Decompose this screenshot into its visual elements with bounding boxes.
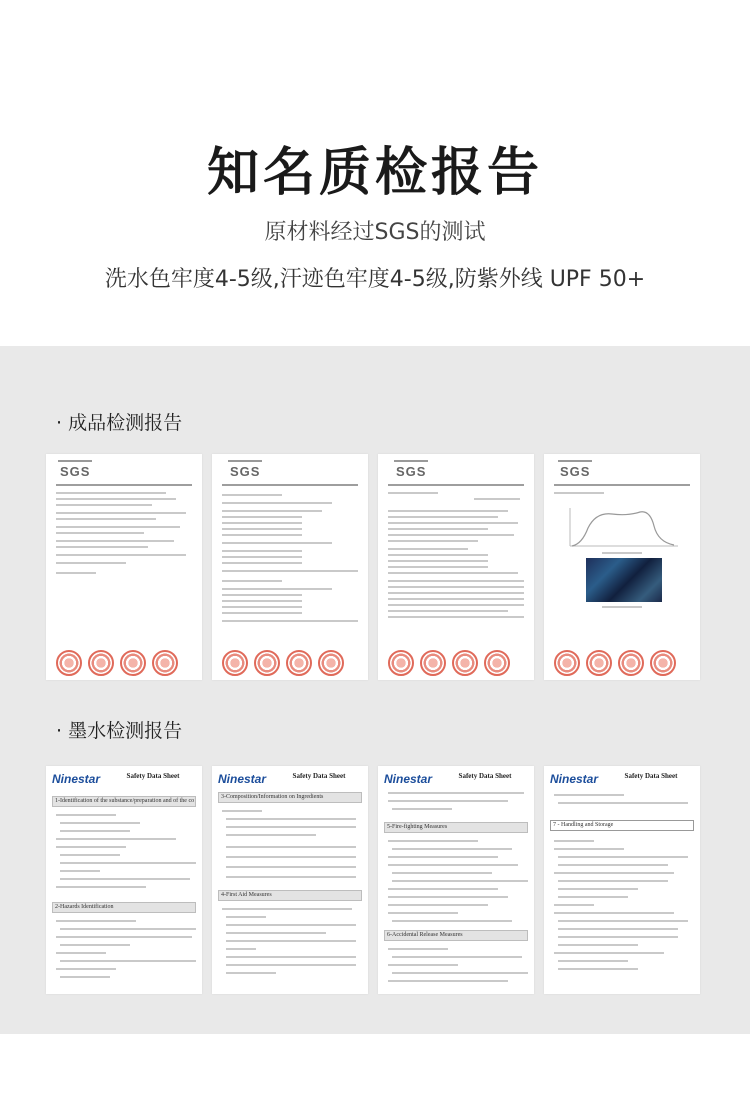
text-line bbox=[60, 854, 120, 856]
text-line bbox=[388, 980, 508, 982]
text-line bbox=[222, 502, 332, 504]
text-line bbox=[60, 822, 140, 824]
text-line bbox=[56, 572, 96, 574]
text-line bbox=[226, 948, 256, 950]
text-line bbox=[392, 920, 512, 922]
text-line bbox=[388, 800, 508, 802]
certification-stamp bbox=[318, 650, 344, 676]
text-line bbox=[56, 562, 126, 564]
text-line bbox=[226, 964, 356, 966]
text-line bbox=[558, 960, 628, 962]
text-line bbox=[222, 580, 282, 582]
text-line bbox=[558, 864, 668, 866]
text-line bbox=[388, 616, 524, 618]
text-line bbox=[226, 834, 316, 836]
certification-stamp bbox=[254, 650, 280, 676]
text-line bbox=[222, 570, 358, 572]
sds-page-1[interactable] bbox=[46, 766, 202, 994]
text-line bbox=[388, 964, 458, 966]
text-line bbox=[392, 956, 522, 958]
text-line bbox=[554, 952, 664, 954]
text-line bbox=[60, 944, 130, 946]
text-line bbox=[554, 872, 674, 874]
text-line bbox=[60, 976, 110, 978]
text-line bbox=[56, 532, 144, 534]
text-line bbox=[56, 498, 176, 500]
sgs-report-page-3[interactable] bbox=[378, 454, 534, 680]
ninestar-logo: Ninestar bbox=[384, 772, 433, 786]
sgs-logo: SGS bbox=[230, 464, 261, 479]
text-line bbox=[56, 484, 192, 486]
text-line bbox=[222, 522, 302, 524]
text-line bbox=[60, 878, 190, 880]
text-line bbox=[388, 904, 488, 906]
text-line bbox=[558, 920, 688, 922]
text-line bbox=[222, 510, 322, 512]
chart-curve bbox=[572, 512, 674, 546]
sds-section-heading: 7 - Handling and Storage bbox=[550, 820, 694, 831]
text-line bbox=[60, 870, 100, 872]
text-line bbox=[56, 952, 106, 954]
certification-stamp bbox=[554, 650, 580, 676]
reports-panel bbox=[0, 346, 750, 1034]
text-line bbox=[222, 534, 302, 536]
sds-title: Safety Data Sheet bbox=[292, 772, 346, 780]
text-line bbox=[392, 808, 452, 810]
text-line bbox=[226, 916, 266, 918]
text-line bbox=[554, 794, 624, 796]
text-line bbox=[222, 620, 358, 622]
transmittance-chart bbox=[562, 506, 682, 550]
section-label-ink: · 墨水检测报告 bbox=[56, 720, 183, 742]
sds-section-heading: 6-Accidental Release Measures bbox=[384, 930, 528, 941]
text-line bbox=[388, 864, 518, 866]
text-line bbox=[222, 600, 302, 602]
text-line bbox=[388, 856, 498, 858]
header-section bbox=[0, 0, 750, 346]
text-line bbox=[558, 928, 678, 930]
sds-page-3[interactable] bbox=[378, 766, 534, 994]
text-line bbox=[474, 498, 520, 500]
text-line bbox=[226, 940, 356, 942]
text-line bbox=[222, 516, 302, 518]
text-line bbox=[56, 504, 152, 506]
text-line bbox=[392, 880, 528, 882]
text-line bbox=[56, 838, 176, 840]
sds-section-heading: 1-Identification of the substance/preparation and of the co bbox=[52, 796, 196, 807]
text-line bbox=[56, 814, 116, 816]
text-line bbox=[388, 896, 508, 898]
sgs-logo: SGS bbox=[396, 464, 427, 479]
text-line bbox=[388, 948, 448, 950]
text-line bbox=[388, 792, 524, 794]
certification-stamp bbox=[222, 650, 248, 676]
sgs-report-page-2[interactable] bbox=[212, 454, 368, 680]
text-line bbox=[222, 612, 302, 614]
ninestar-logo: Ninestar bbox=[218, 772, 267, 786]
ninestar-logo: Ninestar bbox=[550, 772, 599, 786]
text-line bbox=[558, 888, 638, 890]
text-line bbox=[222, 542, 332, 544]
text-line bbox=[558, 802, 688, 804]
certification-stamp bbox=[120, 650, 146, 676]
certification-stamp bbox=[286, 650, 312, 676]
sds-section-heading: 4-First Aid Measures bbox=[218, 890, 362, 901]
text-line bbox=[388, 888, 498, 890]
text-line bbox=[388, 586, 524, 588]
text-line bbox=[388, 598, 524, 600]
text-line bbox=[56, 886, 146, 888]
text-line bbox=[226, 826, 356, 828]
text-line bbox=[602, 552, 642, 554]
sds-section-heading: 3-Composition/Information on Ingredients bbox=[218, 792, 362, 803]
sgs-report-page-4[interactable] bbox=[544, 454, 700, 680]
certification-stamp bbox=[388, 650, 414, 676]
certification-stamp bbox=[586, 650, 612, 676]
page-subtitle: 原材料经过SGS的测试 bbox=[264, 220, 486, 245]
text-line bbox=[558, 968, 638, 970]
text-line bbox=[56, 492, 166, 494]
text-line bbox=[388, 566, 488, 568]
text-line bbox=[226, 924, 356, 926]
text-line bbox=[226, 932, 326, 934]
section-label-finished-product: · 成品检测报告 bbox=[56, 412, 183, 434]
text-line bbox=[60, 928, 196, 930]
text-line bbox=[602, 606, 642, 608]
text-line bbox=[222, 588, 332, 590]
certification-stamp bbox=[452, 650, 478, 676]
text-line bbox=[558, 856, 688, 858]
text-line bbox=[226, 846, 356, 848]
sgs-logo: SGS bbox=[560, 464, 591, 479]
text-line bbox=[56, 920, 136, 922]
sample-photo bbox=[586, 558, 662, 602]
text-line bbox=[392, 848, 512, 850]
text-line bbox=[222, 550, 302, 552]
sds-title: Safety Data Sheet bbox=[624, 772, 678, 780]
text-line bbox=[558, 936, 678, 938]
text-line bbox=[222, 494, 282, 496]
text-line bbox=[226, 856, 356, 858]
sgs-logo: SGS bbox=[60, 464, 91, 479]
text-line bbox=[222, 606, 302, 608]
text-line bbox=[226, 818, 356, 820]
text-line bbox=[392, 872, 492, 874]
text-line bbox=[558, 944, 638, 946]
text-line bbox=[388, 510, 508, 512]
text-line bbox=[60, 830, 130, 832]
sds-title: Safety Data Sheet bbox=[458, 772, 512, 780]
text-line bbox=[222, 484, 358, 486]
text-line bbox=[388, 522, 518, 524]
text-line bbox=[222, 528, 302, 530]
text-line bbox=[56, 546, 148, 548]
certification-stamp bbox=[618, 650, 644, 676]
text-line bbox=[388, 534, 514, 536]
sgs-report-page-1[interactable] bbox=[46, 454, 202, 680]
ninestar-logo: Ninestar bbox=[52, 772, 101, 786]
certification-stamp bbox=[152, 650, 178, 676]
text-line bbox=[558, 896, 628, 898]
text-line bbox=[388, 548, 468, 550]
text-line bbox=[226, 876, 356, 878]
certification-stamp bbox=[484, 650, 510, 676]
sds-section-heading: 5-Fire-fighting Measures bbox=[384, 822, 528, 833]
text-line bbox=[554, 840, 594, 842]
text-line bbox=[226, 956, 356, 958]
text-line bbox=[56, 936, 192, 938]
text-line bbox=[388, 912, 458, 914]
text-line bbox=[56, 846, 126, 848]
text-line bbox=[554, 848, 624, 850]
page-title: 知名质检报告 bbox=[206, 143, 543, 203]
text-line bbox=[554, 484, 690, 486]
text-line bbox=[388, 560, 488, 562]
text-line bbox=[388, 840, 478, 842]
text-line bbox=[388, 610, 508, 612]
sds-page-4[interactable] bbox=[544, 766, 700, 994]
text-line bbox=[554, 912, 674, 914]
text-line bbox=[222, 562, 302, 564]
text-line bbox=[222, 594, 302, 596]
text-line bbox=[56, 526, 180, 528]
text-line bbox=[222, 908, 352, 910]
text-line bbox=[56, 968, 116, 970]
certification-stamp bbox=[650, 650, 676, 676]
text-line bbox=[554, 904, 594, 906]
text-line bbox=[226, 866, 356, 868]
text-line bbox=[56, 554, 186, 556]
text-line bbox=[222, 556, 302, 558]
text-line bbox=[392, 972, 528, 974]
text-line bbox=[60, 862, 196, 864]
text-line bbox=[388, 516, 498, 518]
text-line bbox=[388, 592, 524, 594]
sds-page-2[interactable] bbox=[212, 766, 368, 994]
text-line bbox=[388, 540, 478, 542]
text-line bbox=[388, 580, 524, 582]
certification-stamp bbox=[56, 650, 82, 676]
footer-blank bbox=[0, 1034, 750, 1104]
text-line bbox=[554, 492, 604, 494]
sds-section-heading: 2-Hazards Identification bbox=[52, 902, 196, 913]
sds-title: Safety Data Sheet bbox=[126, 772, 180, 780]
certification-stamp bbox=[88, 650, 114, 676]
text-line bbox=[388, 492, 438, 494]
text-line bbox=[388, 554, 488, 556]
text-line bbox=[388, 572, 518, 574]
text-line bbox=[388, 484, 524, 486]
feature-line: 洗水色牢度4-5级,汗迹色牢度4-5级,防紫外线 UPF 50+ bbox=[104, 267, 646, 292]
text-line bbox=[226, 972, 276, 974]
text-line bbox=[388, 528, 488, 530]
text-line bbox=[558, 880, 668, 882]
text-line bbox=[56, 540, 174, 542]
text-line bbox=[388, 604, 524, 606]
certification-stamp bbox=[420, 650, 446, 676]
text-line bbox=[222, 810, 262, 812]
text-line bbox=[56, 512, 186, 514]
text-line bbox=[56, 518, 156, 520]
text-line bbox=[60, 960, 196, 962]
